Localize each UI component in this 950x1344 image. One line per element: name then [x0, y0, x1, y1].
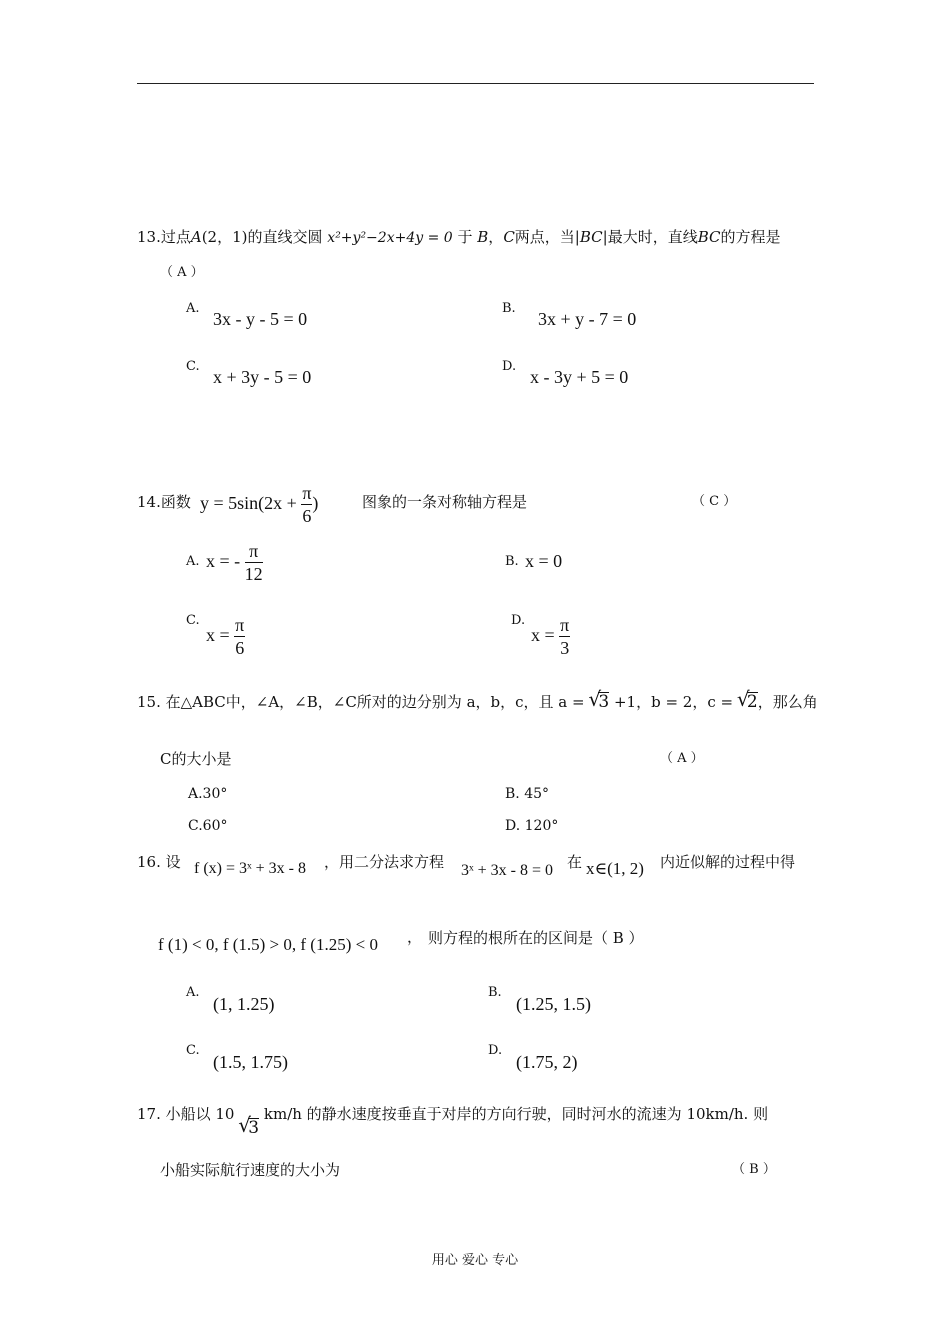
q13-option-d: x - 3y + 5 = 0: [530, 367, 629, 387]
q16-option-b: (1.25, 1.5): [516, 994, 591, 1014]
q14-option-b-label: B.: [505, 554, 519, 569]
q15-option-d: D. 120°: [505, 818, 559, 834]
q13-option-c: x + 3y - 5 = 0: [213, 367, 312, 387]
q15-answer: （ A ）: [660, 751, 704, 766]
q16-option-c-label: C.: [186, 1043, 200, 1058]
q16-tail: 内近似解的过程中得: [660, 853, 796, 871]
q13-stem: 13.过点A(2，1)的直线交圆 x²+y²−2x+4y = 0 于 B，C两点，当|BC|最大时，直线BC的方程是: [137, 228, 781, 246]
q14-option-c: x = $\frac{\pi}{6}$: [206, 615, 245, 658]
q14-option-a-label: A.: [186, 554, 200, 569]
page-footer: 用心 爱心 专心: [431, 1253, 519, 1268]
q17-line2: 小船实际航行速度的大小为: [160, 1161, 341, 1179]
q16-option-a-label: A.: [186, 985, 200, 1000]
q16-values: f (1) < 0, f (1.5) > 0, f (1.25) < 0: [158, 935, 378, 954]
q14-option-b: x = 0: [525, 551, 563, 571]
q16-interval: x∈(1, 2): [586, 859, 644, 878]
q17-answer: （ B ）: [732, 1162, 776, 1177]
q17-stem: 17. 小船以 10 √ 3 km/h 的静水速度按垂直于对岸的方向行驶，同时河水的流速为 10km/h. 则: [137, 1104, 768, 1123]
q16-equation: 3ˣ + 3x - 8 = 0: [461, 862, 553, 879]
q16-option-d: (1.75, 2): [516, 1052, 578, 1072]
q15-option-b: B. 45°: [505, 786, 550, 802]
q16-values-comma: ，: [407, 928, 423, 946]
q13-answer: （ A ）: [160, 265, 204, 280]
q14-option-d: x = $\frac{\pi}{3}$: [531, 615, 570, 658]
header-rule: [137, 83, 814, 84]
q16-line2: 则方程的根所在的区间是（ B ）: [428, 929, 644, 947]
q15-option-a: A.30°: [188, 786, 228, 802]
q16-option-d-label: D.: [488, 1043, 503, 1058]
q16-mid: ，用二分法求方程: [324, 853, 445, 871]
q14-stem-label: 14.函数: [137, 493, 191, 511]
q14-option-d-label: D.: [511, 613, 526, 628]
q13-option-b: 3x + y - 7 = 0: [538, 309, 637, 329]
q16-option-c: (1.5, 1.75): [213, 1052, 288, 1072]
q14-answer: （ C ）: [692, 494, 737, 509]
q14-option-a: x = - $\frac{\pi}{12}$: [206, 541, 263, 584]
q16-option-a: (1, 1.25): [213, 994, 275, 1014]
q13-option-b-label: B.: [502, 301, 516, 316]
q16-lead: 16. 设: [137, 853, 181, 871]
q16-option-b-label: B.: [488, 985, 502, 1000]
q14-option-c-label: C.: [186, 613, 200, 628]
q13-option-d-label: D.: [502, 359, 517, 374]
q16-zai: 在: [567, 853, 583, 871]
q15-line2: C的大小是: [160, 750, 232, 768]
q15-stem: 15. 在△ABC中，∠A，∠B，∠C所对的边分别为 a，b，c，且 a = √ 3 +1，b = 2，c = √ 2，那么角: [137, 692, 818, 711]
q15-option-c: C.60°: [188, 818, 228, 834]
q16-function: f (x) = 3ˣ + 3x - 8: [194, 860, 306, 877]
q13-option-c-label: C.: [186, 359, 200, 374]
q13-option-a: 3x - y - 5 = 0: [213, 309, 308, 329]
q13-option-a-label: A.: [186, 301, 200, 316]
q14-stem-text: 图象的一条对称轴方程是: [362, 493, 528, 511]
q14-function: y = 5sin(2x + $\frac{\pi}{6}$ ): [200, 483, 319, 526]
